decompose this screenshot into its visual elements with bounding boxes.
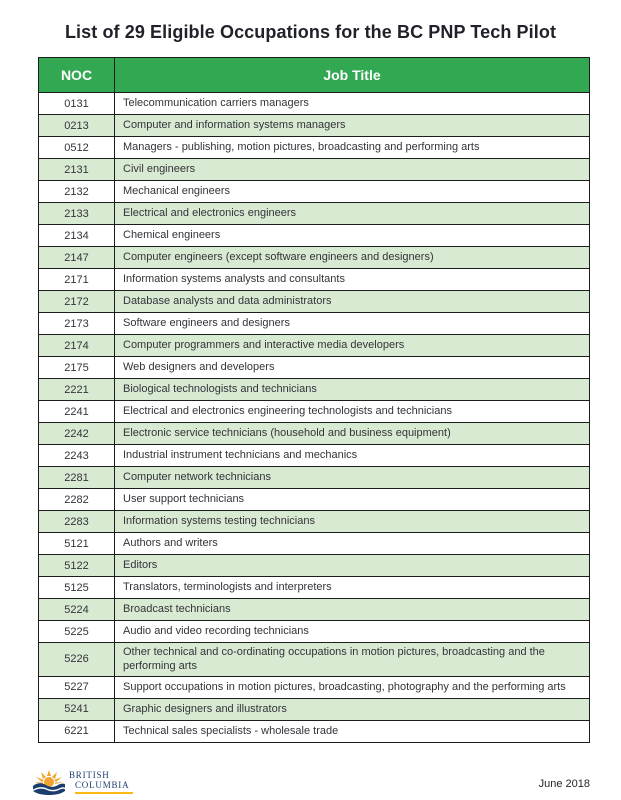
job-title-cell: Support occupations in motion pictures, broadcasting, photography and the performing arts <box>115 676 590 698</box>
noc-cell: 2283 <box>39 511 115 533</box>
noc-cell: 2241 <box>39 401 115 423</box>
table-row <box>39 291 590 313</box>
bc-logo-text <box>69 770 133 794</box>
table-row <box>39 676 590 698</box>
bc-logo-line1: BRITISH <box>69 770 110 780</box>
noc-cell: 2134 <box>39 225 115 247</box>
job-title-cell: Managers - publishing, motion pictures, broadcasting and performing arts <box>115 137 590 159</box>
noc-cell: 5224 <box>39 599 115 621</box>
table-row <box>39 93 590 115</box>
noc-cell: 2133 <box>39 203 115 225</box>
bc-logo-gold-underline <box>75 792 133 794</box>
table-row <box>39 247 590 269</box>
table-row <box>39 269 590 291</box>
table-row <box>39 445 590 467</box>
table-row <box>39 137 590 159</box>
occupations-table <box>38 57 590 743</box>
table-header <box>39 58 590 93</box>
bc-sun-mountains-icon <box>33 769 65 795</box>
job-title-cell: Civil engineers <box>115 159 590 181</box>
job-title-cell: Broadcast technicians <box>115 599 590 621</box>
noc-cell: 2172 <box>39 291 115 313</box>
table-row <box>39 401 590 423</box>
job-title-cell: Other technical and co-ordinating occupations in motion pictures, broadcasting and the performing arts <box>115 643 590 677</box>
noc-cell: 2171 <box>39 269 115 291</box>
bc-logo-line2: COLUMBIA <box>75 780 130 790</box>
table-row <box>39 698 590 720</box>
column-header-noc: NOC <box>39 58 115 93</box>
job-title-cell: Database analysts and data administrators <box>115 291 590 313</box>
noc-cell: 2174 <box>39 335 115 357</box>
job-title-cell: Computer network technicians <box>115 467 590 489</box>
job-title-cell: Editors <box>115 555 590 577</box>
job-title-cell: Information systems analysts and consultants <box>115 269 590 291</box>
noc-cell: 5225 <box>39 621 115 643</box>
noc-cell: 2132 <box>39 181 115 203</box>
page-title: List of 29 Eligible Occupations for the BC PNP Tech Pilot <box>64 22 557 42</box>
job-title-cell: Chemical engineers <box>115 225 590 247</box>
table-row <box>39 225 590 247</box>
noc-cell: 5121 <box>39 533 115 555</box>
noc-cell: 5227 <box>39 676 115 698</box>
noc-cell: 5226 <box>39 643 115 677</box>
table-row <box>39 181 590 203</box>
document-date: June 2018 <box>538 778 590 790</box>
table-body <box>39 93 590 743</box>
job-title-cell: Electronic service technicians (household and business equipment) <box>115 423 590 445</box>
table-row <box>39 720 590 742</box>
noc-cell: 5125 <box>39 577 115 599</box>
job-title-cell: Electrical and electronics engineering technologists and technicians <box>115 401 590 423</box>
table-row <box>39 423 590 445</box>
job-title-cell: Graphic designers and illustrators <box>115 698 590 720</box>
job-title-cell: Telecommunication carriers managers <box>115 93 590 115</box>
noc-cell: 2147 <box>39 247 115 269</box>
table-row <box>39 159 590 181</box>
noc-cell: 0131 <box>39 93 115 115</box>
job-title-cell: Electrical and electronics engineers <box>115 203 590 225</box>
job-title-cell: User support technicians <box>115 489 590 511</box>
job-title-cell: Industrial instrument technicians and mechanics <box>115 445 590 467</box>
header-row <box>39 58 590 93</box>
table-row <box>39 643 590 677</box>
table-row <box>39 599 590 621</box>
noc-cell: 2173 <box>39 313 115 335</box>
job-title-cell: Biological technologists and technicians <box>115 379 590 401</box>
noc-cell: 2282 <box>39 489 115 511</box>
job-title-cell: Technical sales specialists - wholesale trade <box>115 720 590 742</box>
table-row <box>39 489 590 511</box>
noc-cell: 0512 <box>39 137 115 159</box>
job-title-cell: Web designers and developers <box>115 357 590 379</box>
table-row <box>39 313 590 335</box>
table-row <box>39 511 590 533</box>
noc-cell: 2243 <box>39 445 115 467</box>
column-header-job-title: Job Title <box>115 58 590 93</box>
job-title-cell: Information systems testing technicians <box>115 511 590 533</box>
job-title-cell: Authors and writers <box>115 533 590 555</box>
table-row <box>39 335 590 357</box>
bc-government-logo <box>33 765 143 799</box>
table-row <box>39 357 590 379</box>
job-title-cell: Software engineers and designers <box>115 313 590 335</box>
noc-cell: 6221 <box>39 720 115 742</box>
noc-cell: 2281 <box>39 467 115 489</box>
table-row <box>39 577 590 599</box>
job-title-cell: Translators, terminologists and interpreters <box>115 577 590 599</box>
noc-cell: 2221 <box>39 379 115 401</box>
job-title-cell: Computer programmers and interactive media developers <box>115 335 590 357</box>
noc-cell: 2175 <box>39 357 115 379</box>
table-row <box>39 621 590 643</box>
noc-cell: 5122 <box>39 555 115 577</box>
noc-cell: 0213 <box>39 115 115 137</box>
table-row <box>39 203 590 225</box>
job-title-cell: Audio and video recording technicians <box>115 621 590 643</box>
noc-cell: 5241 <box>39 698 115 720</box>
noc-cell: 2131 <box>39 159 115 181</box>
table-row <box>39 379 590 401</box>
table-row <box>39 555 590 577</box>
table-row <box>39 115 590 137</box>
table-row <box>39 533 590 555</box>
job-title-cell: Computer engineers (except software engineers and designers) <box>115 247 590 269</box>
noc-cell: 2242 <box>39 423 115 445</box>
job-title-cell: Computer and information systems managers <box>115 115 590 137</box>
table-row <box>39 467 590 489</box>
job-title-cell: Mechanical engineers <box>115 181 590 203</box>
